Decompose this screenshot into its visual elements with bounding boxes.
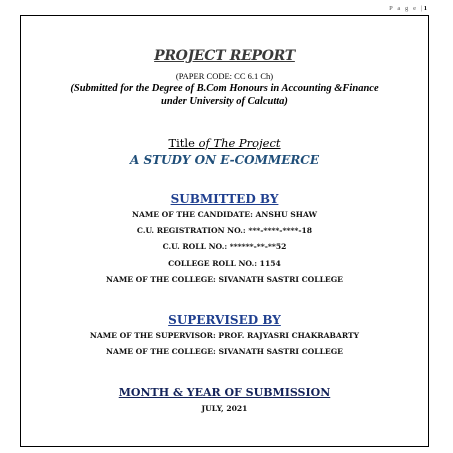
candidate-name: NAME OF THE CANDIDATE: ANSHU SHAW — [132, 210, 317, 219]
college-name: NAME OF THE COLLEGE: SIVANATH SASTRI COLLEGE — [106, 275, 343, 284]
college-roll-number: COLLEGE ROLL NO.: 1154 — [168, 259, 281, 268]
degree-line-2: under University of Calcutta) — [161, 96, 288, 107]
roll-number: C.U. ROLL NO.: ******-**-**52 — [162, 242, 287, 251]
page-label: P a g e | — [389, 5, 424, 12]
title-heading-italic: of The Project — [198, 136, 281, 150]
degree-statement — [20, 82, 429, 108]
submitted-by-heading: SUBMITTED BY — [170, 192, 279, 206]
page-number — [389, 5, 427, 12]
project-report-heading: PROJECT REPORT — [154, 48, 295, 64]
title-heading — [20, 136, 429, 150]
degree-line-1: (Submitted for the Degree of B.Com Honours in Accounting &Finance — [70, 83, 379, 94]
submission-heading: MONTH & YEAR OF SUBMISSION — [118, 386, 331, 399]
project-title: A STUDY ON E-COMMERCE — [129, 153, 320, 167]
page-number-value: 1 — [423, 5, 427, 12]
paper-code: (PAPER CODE: CC 6.1 Ch) — [175, 71, 274, 81]
registration-number: C.U. REGISTRATION NO.: ***-****-****-18 — [136, 226, 313, 235]
supervisor-college-name: NAME OF THE COLLEGE: SIVANATH SASTRI COLLEGE — [106, 347, 343, 356]
supervised-by-heading: SUPERVISED BY — [168, 313, 281, 327]
title-heading-prefix: Title — [168, 136, 199, 150]
supervisor-name: NAME OF THE SUPERVISOR: PROF. RAJYASRI CHAKRABARTY — [89, 331, 360, 340]
submission-date: JULY, 2021 — [201, 404, 248, 413]
